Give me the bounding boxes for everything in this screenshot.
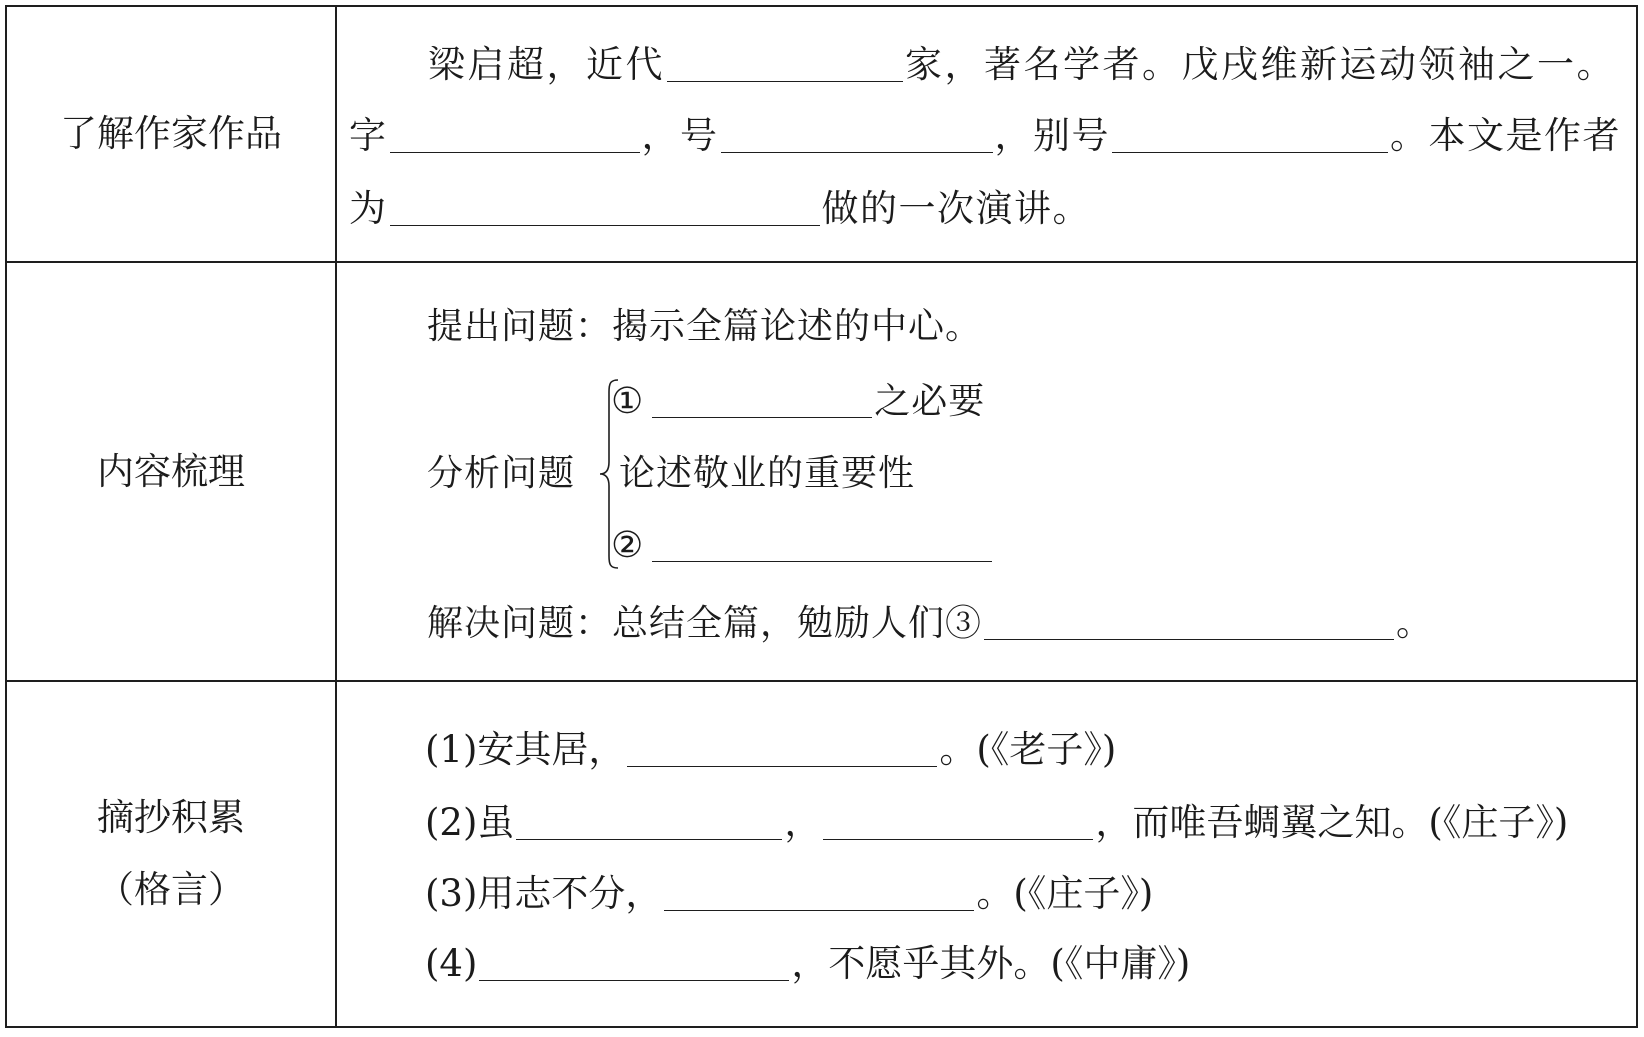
quotes-label-cell [7, 682, 337, 1026]
author-works-label-cell [7, 7, 337, 261]
content-outline-row [7, 263, 1636, 682]
text-segment: 字 [349, 114, 388, 157]
analyze-item-1 [611, 379, 985, 425]
answer-blank [1112, 133, 1388, 153]
answer-blank [667, 62, 903, 82]
content-outline-content [337, 263, 1636, 680]
quotes-row [7, 682, 1636, 1026]
content-outline-label: 内容梳理 [97, 449, 245, 493]
answer-blank [652, 542, 992, 562]
quotes-sublabel: （格言） [97, 868, 245, 911]
answer-blank [479, 961, 789, 981]
text-segment: 解决问题：总结全篇，勉励人们③ [427, 603, 983, 644]
quotes-label: 摘抄积累 [97, 796, 245, 839]
quote-item-4 [425, 941, 1190, 987]
text-segment: (3)用志不分， [425, 872, 663, 915]
text-segment: 之必要 [874, 381, 986, 422]
quote-item-3 [425, 871, 1153, 917]
text-segment: 。 [1396, 603, 1434, 644]
text-segment: (1)安其居， [425, 728, 626, 771]
author-line-3 [349, 186, 1091, 232]
text-segment: 家，著名学者。戊戌维新运动领袖之一。 [905, 43, 1616, 86]
author-works-label: 了解作家作品 [60, 112, 282, 155]
analyze-question-label: 分析问题 [427, 453, 576, 494]
quotes-content [337, 682, 1636, 1026]
worksheet-table [5, 5, 1638, 1028]
quote-item-2 [425, 800, 1568, 846]
author-works-content [337, 7, 1636, 261]
answer-blank [664, 891, 974, 911]
answer-blank [390, 133, 640, 153]
content-outline-label-cell [7, 263, 337, 680]
text-segment: 。(《庄子》) [976, 872, 1154, 915]
raise-question-line: 提出问题：揭示全篇论述的中心。 [427, 306, 983, 347]
circled-number-marker: ① [611, 381, 645, 422]
answer-blank [984, 620, 1394, 640]
text-segment: ，别号 [994, 114, 1110, 157]
author-works-row [7, 7, 1636, 263]
answer-blank [516, 820, 782, 840]
author-line-2 [349, 113, 1621, 159]
text-segment: ，号 [641, 114, 719, 157]
text-segment: (2)虽 [425, 801, 515, 844]
answer-blank [390, 206, 820, 226]
analyze-item-2: 论述敬业的重要性 [619, 453, 916, 494]
circled-number-marker: ② [611, 525, 645, 566]
quote-item-1 [425, 727, 1116, 773]
answer-blank [652, 398, 872, 418]
text-segment: 。本文是作者 [1390, 114, 1621, 157]
text-segment: 做的一次演讲。 [821, 187, 1091, 230]
author-line-1 [428, 42, 1616, 88]
solve-question-line [427, 601, 1433, 647]
answer-blank [627, 747, 937, 767]
answer-blank [721, 133, 993, 153]
text-segment: 为 [349, 187, 388, 230]
text-segment: ，而唯吾蜩翼之知。(《庄子》) [1095, 801, 1569, 844]
analyze-item-3 [611, 523, 994, 569]
text-segment: ， [784, 801, 822, 844]
text-segment: 梁启超，近代 [428, 43, 665, 86]
text-segment: ，不愿乎其外。(《中庸》) [791, 942, 1191, 985]
text-segment: (4) [425, 942, 478, 985]
answer-blank [823, 820, 1093, 840]
text-segment: 。(《老子》) [939, 728, 1117, 771]
